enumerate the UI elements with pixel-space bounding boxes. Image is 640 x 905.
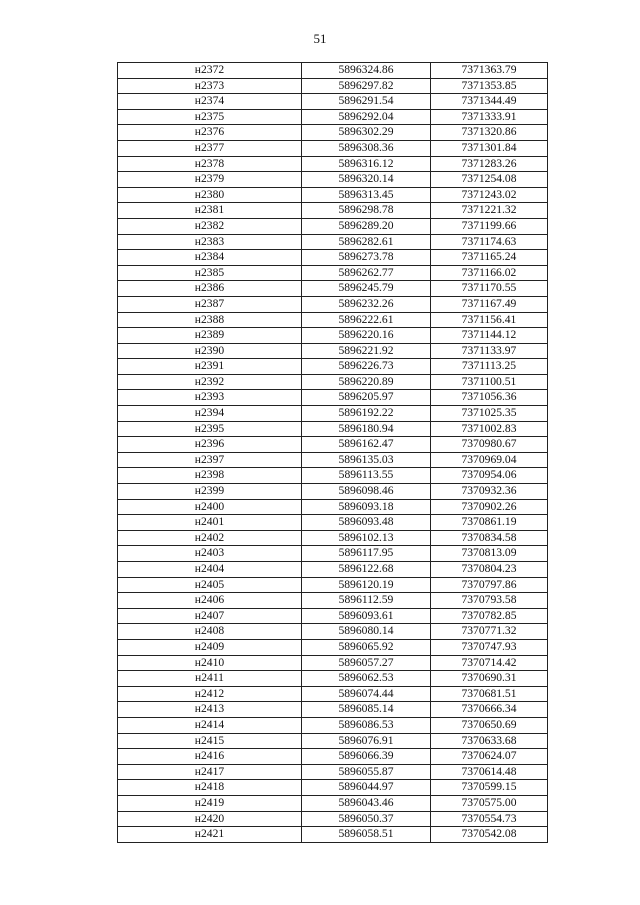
table-row — [118, 577, 548, 593]
point-id-cell: н2414 — [118, 717, 302, 733]
point-id-cell: н2404 — [118, 562, 302, 578]
y-coordinate-cell: 7370599.15 — [431, 780, 548, 796]
x-coordinate-cell: 5896117.95 — [302, 546, 431, 562]
point-id-cell: н2390 — [118, 343, 302, 359]
table-row — [118, 593, 548, 609]
table-row — [118, 359, 548, 375]
coordinates-table-body — [118, 63, 548, 843]
y-coordinate-cell: 7370804.23 — [431, 562, 548, 578]
x-coordinate-cell: 5896308.36 — [302, 140, 431, 156]
y-coordinate-cell: 7370633.68 — [431, 733, 548, 749]
point-id-cell: н2392 — [118, 374, 302, 390]
table-row — [118, 749, 548, 765]
point-id-cell: н2397 — [118, 452, 302, 468]
x-coordinate-cell: 5896050.37 — [302, 811, 431, 827]
table-row — [118, 562, 548, 578]
point-id-cell: н2395 — [118, 421, 302, 437]
table-row — [118, 343, 548, 359]
table-row — [118, 125, 548, 141]
point-id-cell: н2393 — [118, 390, 302, 406]
x-coordinate-cell: 5896282.61 — [302, 234, 431, 250]
point-id-cell: н2405 — [118, 577, 302, 593]
x-coordinate-cell: 5896316.12 — [302, 156, 431, 172]
x-coordinate-cell: 5896086.53 — [302, 717, 431, 733]
table-row — [118, 795, 548, 811]
y-coordinate-cell: 7370969.04 — [431, 452, 548, 468]
table-row — [118, 140, 548, 156]
y-coordinate-cell: 7370650.69 — [431, 717, 548, 733]
table-row — [118, 203, 548, 219]
table-row — [118, 265, 548, 281]
point-id-cell: н2415 — [118, 733, 302, 749]
y-coordinate-cell: 7371344.49 — [431, 94, 548, 110]
y-coordinate-cell: 7371353.85 — [431, 78, 548, 94]
point-id-cell: н2389 — [118, 328, 302, 344]
page-number: 51 — [313, 31, 327, 46]
y-coordinate-cell: 7371174.63 — [431, 234, 548, 250]
table-row — [118, 827, 548, 843]
y-coordinate-cell: 7371254.08 — [431, 172, 548, 188]
table-row — [118, 281, 548, 297]
x-coordinate-cell: 5896313.45 — [302, 187, 431, 203]
x-coordinate-cell: 5896298.78 — [302, 203, 431, 219]
x-coordinate-cell: 5896066.39 — [302, 749, 431, 765]
y-coordinate-cell: 7371199.66 — [431, 218, 548, 234]
y-coordinate-cell: 7371166.02 — [431, 265, 548, 281]
y-coordinate-cell: 7370797.86 — [431, 577, 548, 593]
point-id-cell: н2391 — [118, 359, 302, 375]
point-id-cell: н2382 — [118, 218, 302, 234]
x-coordinate-cell: 5896221.92 — [302, 343, 431, 359]
point-id-cell: н2388 — [118, 312, 302, 328]
point-id-cell: н2402 — [118, 530, 302, 546]
point-id-cell: н2385 — [118, 265, 302, 281]
table-row — [118, 515, 548, 531]
table-row — [118, 702, 548, 718]
x-coordinate-cell: 5896135.03 — [302, 452, 431, 468]
point-id-cell: н2374 — [118, 94, 302, 110]
x-coordinate-cell: 5896122.68 — [302, 562, 431, 578]
y-coordinate-cell: 7371170.55 — [431, 281, 548, 297]
y-coordinate-cell: 7371283.26 — [431, 156, 548, 172]
table-row — [118, 608, 548, 624]
y-coordinate-cell: 7371333.91 — [431, 109, 548, 125]
table-row — [118, 780, 548, 796]
y-coordinate-cell: 7370954.06 — [431, 468, 548, 484]
x-coordinate-cell: 5896205.97 — [302, 390, 431, 406]
x-coordinate-cell: 5896245.79 — [302, 281, 431, 297]
point-id-cell: н2419 — [118, 795, 302, 811]
x-coordinate-cell: 5896062.53 — [302, 671, 431, 687]
y-coordinate-cell: 7370575.00 — [431, 795, 548, 811]
point-id-cell: н2416 — [118, 749, 302, 765]
x-coordinate-cell: 5896065.92 — [302, 639, 431, 655]
x-coordinate-cell: 5896289.20 — [302, 218, 431, 234]
x-coordinate-cell: 5896112.59 — [302, 593, 431, 609]
table-row — [118, 172, 548, 188]
x-coordinate-cell: 5896273.78 — [302, 250, 431, 266]
table-row — [118, 296, 548, 312]
point-id-cell: н2406 — [118, 593, 302, 609]
point-id-cell: н2408 — [118, 624, 302, 640]
x-coordinate-cell: 5896291.54 — [302, 94, 431, 110]
table-row — [118, 624, 548, 640]
x-coordinate-cell: 5896102.13 — [302, 530, 431, 546]
y-coordinate-cell: 7370666.34 — [431, 702, 548, 718]
table-row — [118, 312, 548, 328]
y-coordinate-cell: 7371025.35 — [431, 406, 548, 422]
table-row — [118, 452, 548, 468]
point-id-cell: н2373 — [118, 78, 302, 94]
x-coordinate-cell: 5896324.86 — [302, 63, 431, 79]
y-coordinate-cell: 7370747.93 — [431, 639, 548, 655]
point-id-cell: н2403 — [118, 546, 302, 562]
point-id-cell: н2399 — [118, 484, 302, 500]
x-coordinate-cell: 5896043.46 — [302, 795, 431, 811]
x-coordinate-cell: 5896057.27 — [302, 655, 431, 671]
y-coordinate-cell: 7371133.97 — [431, 343, 548, 359]
x-coordinate-cell: 5896093.48 — [302, 515, 431, 531]
y-coordinate-cell: 7371113.25 — [431, 359, 548, 375]
y-coordinate-cell: 7371167.49 — [431, 296, 548, 312]
y-coordinate-cell: 7370902.26 — [431, 499, 548, 515]
x-coordinate-cell: 5896093.61 — [302, 608, 431, 624]
x-coordinate-cell: 5896220.16 — [302, 328, 431, 344]
point-id-cell: н2421 — [118, 827, 302, 843]
y-coordinate-cell: 7371100.51 — [431, 374, 548, 390]
table-row — [118, 764, 548, 780]
y-coordinate-cell: 7370932.36 — [431, 484, 548, 500]
x-coordinate-cell: 5896120.19 — [302, 577, 431, 593]
point-id-cell: н2378 — [118, 156, 302, 172]
point-id-cell: н2400 — [118, 499, 302, 515]
table-row — [118, 484, 548, 500]
point-id-cell: н2401 — [118, 515, 302, 531]
table-row — [118, 437, 548, 453]
point-id-cell: н2386 — [118, 281, 302, 297]
point-id-cell: н2375 — [118, 109, 302, 125]
y-coordinate-cell: 7371144.12 — [431, 328, 548, 344]
y-coordinate-cell: 7371320.86 — [431, 125, 548, 141]
table-row — [118, 218, 548, 234]
point-id-cell: н2394 — [118, 406, 302, 422]
table-row — [118, 546, 548, 562]
point-id-cell: н2410 — [118, 655, 302, 671]
x-coordinate-cell: 5896093.18 — [302, 499, 431, 515]
table-row — [118, 94, 548, 110]
point-id-cell: н2418 — [118, 780, 302, 796]
x-coordinate-cell: 5896055.87 — [302, 764, 431, 780]
x-coordinate-cell: 5896044.97 — [302, 780, 431, 796]
table-row — [118, 733, 548, 749]
table-row — [118, 499, 548, 515]
point-id-cell: н2413 — [118, 702, 302, 718]
table-row — [118, 390, 548, 406]
y-coordinate-cell: 7370861.19 — [431, 515, 548, 531]
coordinates-table — [117, 62, 548, 843]
table-row — [118, 250, 548, 266]
table-row — [118, 234, 548, 250]
point-id-cell: н2396 — [118, 437, 302, 453]
point-id-cell: н2376 — [118, 125, 302, 141]
x-coordinate-cell: 5896080.14 — [302, 624, 431, 640]
y-coordinate-cell: 7371301.84 — [431, 140, 548, 156]
y-coordinate-cell: 7371363.79 — [431, 63, 548, 79]
table-row — [118, 78, 548, 94]
x-coordinate-cell: 5896076.91 — [302, 733, 431, 749]
x-coordinate-cell: 5896302.29 — [302, 125, 431, 141]
x-coordinate-cell: 5896192.22 — [302, 406, 431, 422]
y-coordinate-cell: 7370614.48 — [431, 764, 548, 780]
table-row — [118, 530, 548, 546]
point-id-cell: н2372 — [118, 63, 302, 79]
table-row — [118, 671, 548, 687]
y-coordinate-cell: 7371056.36 — [431, 390, 548, 406]
y-coordinate-cell: 7371243.02 — [431, 187, 548, 203]
y-coordinate-cell: 7370554.73 — [431, 811, 548, 827]
point-id-cell: н2412 — [118, 686, 302, 702]
x-coordinate-cell: 5896297.82 — [302, 78, 431, 94]
y-coordinate-cell: 7370834.58 — [431, 530, 548, 546]
y-coordinate-cell: 7370714.42 — [431, 655, 548, 671]
y-coordinate-cell: 7370681.51 — [431, 686, 548, 702]
y-coordinate-cell: 7370793.58 — [431, 593, 548, 609]
x-coordinate-cell: 5896232.26 — [302, 296, 431, 312]
x-coordinate-cell: 5896162.47 — [302, 437, 431, 453]
y-coordinate-cell: 7370980.67 — [431, 437, 548, 453]
point-id-cell: н2407 — [118, 608, 302, 624]
table-row — [118, 187, 548, 203]
y-coordinate-cell: 7370542.08 — [431, 827, 548, 843]
y-coordinate-cell: 7371165.24 — [431, 250, 548, 266]
point-id-cell: н2379 — [118, 172, 302, 188]
table-row — [118, 686, 548, 702]
y-coordinate-cell: 7371002.83 — [431, 421, 548, 437]
table-row — [118, 406, 548, 422]
x-coordinate-cell: 5896098.46 — [302, 484, 431, 500]
x-coordinate-cell: 5896058.51 — [302, 827, 431, 843]
y-coordinate-cell: 7370624.07 — [431, 749, 548, 765]
x-coordinate-cell: 5896222.61 — [302, 312, 431, 328]
point-id-cell: н2417 — [118, 764, 302, 780]
point-id-cell: н2387 — [118, 296, 302, 312]
point-id-cell: н2377 — [118, 140, 302, 156]
table-row — [118, 717, 548, 733]
table-row — [118, 374, 548, 390]
x-coordinate-cell: 5896074.44 — [302, 686, 431, 702]
point-id-cell: н2381 — [118, 203, 302, 219]
point-id-cell: н2383 — [118, 234, 302, 250]
table-row — [118, 639, 548, 655]
point-id-cell: н2411 — [118, 671, 302, 687]
x-coordinate-cell: 5896085.14 — [302, 702, 431, 718]
point-id-cell: н2409 — [118, 639, 302, 655]
y-coordinate-cell: 7370813.09 — [431, 546, 548, 562]
x-coordinate-cell: 5896180.94 — [302, 421, 431, 437]
x-coordinate-cell: 5896262.77 — [302, 265, 431, 281]
y-coordinate-cell: 7370771.32 — [431, 624, 548, 640]
y-coordinate-cell: 7371156.41 — [431, 312, 548, 328]
table-row — [118, 156, 548, 172]
x-coordinate-cell: 5896292.04 — [302, 109, 431, 125]
table-row — [118, 468, 548, 484]
x-coordinate-cell: 5896220.89 — [302, 374, 431, 390]
point-id-cell: н2420 — [118, 811, 302, 827]
point-id-cell: н2384 — [118, 250, 302, 266]
point-id-cell: н2398 — [118, 468, 302, 484]
y-coordinate-cell: 7370690.31 — [431, 671, 548, 687]
table-row — [118, 811, 548, 827]
y-coordinate-cell: 7370782.85 — [431, 608, 548, 624]
table-row — [118, 63, 548, 79]
point-id-cell: н2380 — [118, 187, 302, 203]
x-coordinate-cell: 5896113.55 — [302, 468, 431, 484]
table-row — [118, 655, 548, 671]
table-row — [118, 421, 548, 437]
x-coordinate-cell: 5896320.14 — [302, 172, 431, 188]
x-coordinate-cell: 5896226.73 — [302, 359, 431, 375]
table-row — [118, 109, 548, 125]
table-row — [118, 328, 548, 344]
y-coordinate-cell: 7371221.32 — [431, 203, 548, 219]
